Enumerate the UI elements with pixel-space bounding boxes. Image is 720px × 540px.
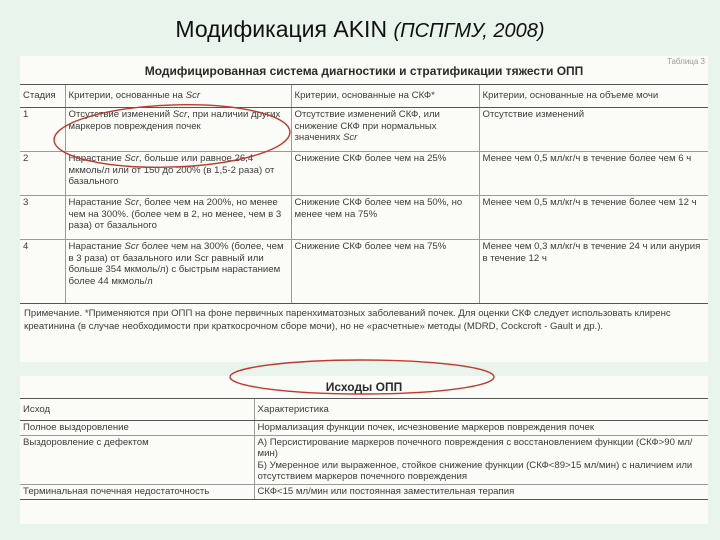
gfr-cell: Снижение СКФ более чем на 25%	[291, 152, 479, 196]
stage-cell: 4	[20, 240, 65, 304]
table-row	[20, 421, 708, 436]
scr-cell: Нарастание Scr, больше или равное 26,4 мкмоль/л или от 150 до 200% (в 1,5-2 раза) от базального	[65, 152, 291, 196]
table-row	[20, 240, 708, 304]
urine-cell: Менее чем 0,5 мл/кг/ч в течение более чем 6 ч	[479, 152, 708, 196]
gfr-cell: Снижение СКФ более чем на 75%	[291, 240, 479, 304]
table-row	[20, 152, 708, 196]
gfr-cell: Отсутствие изменений СКФ, или снижение СКФ при нормальных значениях Scr	[291, 108, 479, 152]
akin-criteria-table	[20, 56, 708, 362]
table-caption: Модифицированная система диагностики и стратификации тяжести ОПП	[144, 64, 584, 78]
stage-cell: 1	[20, 108, 65, 152]
title-main: Модификация AKIN	[175, 16, 388, 42]
scr-cell: Нарастание Scr, более чем на 200%, но менее чем на 300%. (более чем в 2, но менее, чем в 3 раза) от базального	[65, 196, 291, 240]
header-row	[20, 85, 708, 108]
characteristic-cell: СКФ<15 мл/мин или постоянная заместительная терапия	[254, 484, 708, 499]
header-gfr: Критерии, основанные на СКФ*	[291, 85, 479, 108]
table-row	[20, 108, 708, 152]
header-outcome: Исход	[20, 399, 254, 421]
header-row	[20, 399, 708, 421]
header-scr: Критерии, основанные на Scr	[65, 85, 291, 108]
header-characteristic: Характеристика	[254, 399, 708, 421]
header-urine: Критерии, основанные на объеме мочи	[479, 85, 708, 108]
title-subtitle: (ПСПГМУ, 2008)	[393, 20, 545, 42]
outcome-cell: Выздоровление с дефектом	[20, 435, 254, 484]
scr-cell: Нарастание Scr более чем на 300% (более, чем в 3 раза) от базального или Scr равный или больше 354 мкмоль/л) с быстрым нарастанием более 44 мкмоль/л	[65, 240, 291, 304]
table-row	[20, 484, 708, 499]
characteristic-cell: Нормализация функции почек, исчезновение маркеров повреждения почек	[254, 421, 708, 436]
slide-title	[0, 16, 720, 43]
stage-cell: 2	[20, 152, 65, 196]
urine-cell: Менее чем 0,3 мл/кг/ч в течение 24 ч или анурия в течение 12 ч	[479, 240, 708, 304]
stage-cell: 3	[20, 196, 65, 240]
outcome-cell: Полное выздоровление	[20, 421, 254, 436]
criteria-grid	[20, 84, 708, 304]
scr-cell: Отсутствие изменений Scr, при наличии других маркеров повреждения почек	[65, 108, 291, 152]
table-caption: Исходы ОПП	[325, 380, 403, 394]
urine-cell: Отсутствие изменений	[479, 108, 708, 152]
header-stage: Стадия	[20, 85, 65, 108]
aki-outcomes-table	[20, 376, 708, 524]
outcome-cell: Терминальная почечная недостаточность	[20, 484, 254, 499]
characteristic-cell: А) Персистирование маркеров почечного повреждения с восстановлением функции (СКФ>90 мл/мин) Б) Умеренное или выраженное, стойкое снижение функции (СКФ<89>15 мл/мин) с наличием или отсутствием маркеров почечного повреждения	[254, 435, 708, 484]
table-number: Таблица 3	[666, 57, 705, 66]
urine-cell: Менее чем 0,5 мл/кг/ч в течение более чем 12 ч	[479, 196, 708, 240]
table-row	[20, 435, 708, 484]
outcomes-grid	[20, 398, 708, 500]
gfr-cell: Снижение СКФ более чем на 50%, но менее чем на 75%	[291, 196, 479, 240]
table-footnote: Примечание. *Применяются при ОПП на фоне первичных паренхиматозных заболеваний почек. Для оценки СКФ следует использовать клиренс креатинина (в случае необходимости при краткосрочном сборе мочи), но не «расчетные» методы (MDRD, Cockcroft - Gault и др.).	[24, 308, 671, 332]
table-row	[20, 196, 708, 240]
